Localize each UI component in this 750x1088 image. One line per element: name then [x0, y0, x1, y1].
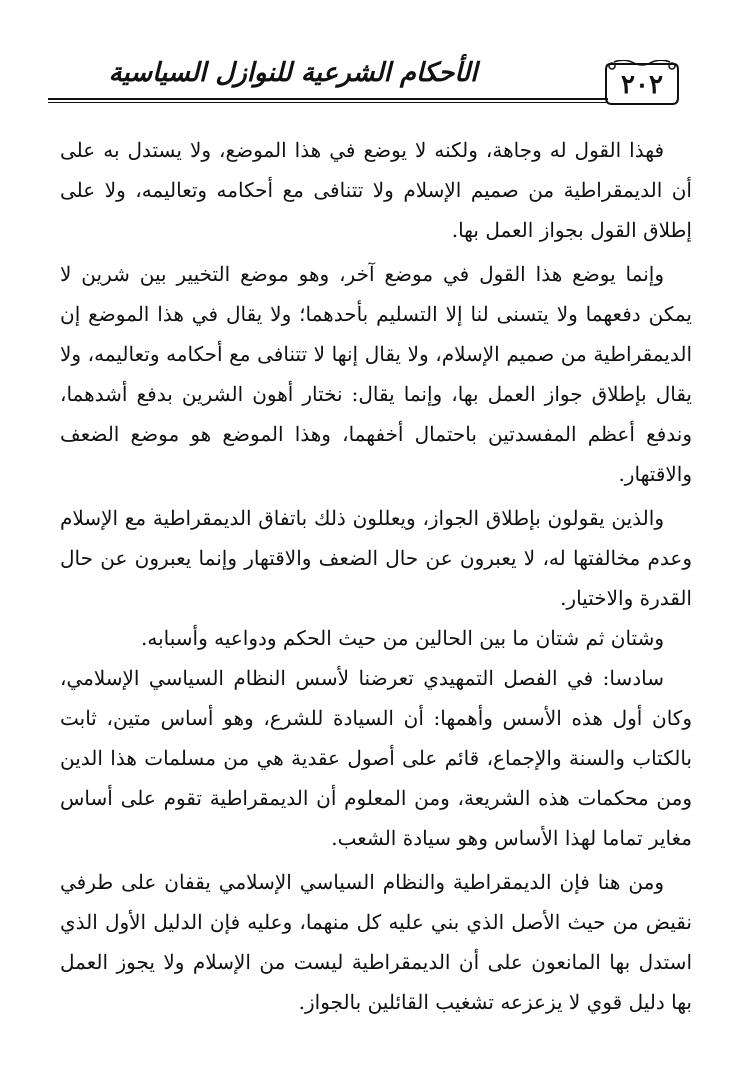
paragraph: وشتان ثم شتان ما بين الحالين من حيث الحكم ودواعيه وأسبابه. [140, 626, 664, 650]
header-rule [48, 98, 608, 100]
paragraph: سادسا: في الفصل التمهيدي تعرضنا لأسس النظام السياسي الإسلامي، وكان أول هذه الأسس وأهمها: أن السيادة للشرع، وهو أساس متين، ثابت بالكتاب والسنة والإجماع، قائم على أصول عقدية هي من مسلمات هذا الدين ومن محكمات هذه الشريعة، ومن المعلوم أن الديمقراطية تقوم على أساس مغاير تماما لهذا الأساس وهو سيادة الشعب. [60, 666, 692, 850]
page-number: ٢٠٢ [621, 70, 663, 100]
body-text [60, 130, 692, 1022]
page-header [48, 52, 680, 112]
page-number-frame [604, 60, 680, 108]
paragraph: فهذا القول له وجاهة، ولكنه لا يوضع في هذا الموضع، ولا يستدل به على أن الديمقراطية من صميم الإسلام ولا تتنافى مع أحكامه وتعاليمه، ولا على إطلاق القول بجواز العمل بها. [60, 138, 692, 242]
paragraph: ومن هنا فإن الديمقراطية والنظام السياسي الإسلامي يقفان على طرفي نقيض من حيث الأصل الذي بني عليه كل منهما، وعليه فإن الدليل الأول الذي استدل بها المانعون على أن الديمقراطية ليست من الإسلام ولا يجوز العمل بها دليل قوي لا يزعزعه تشغيب القائلين بالجواز. [60, 870, 692, 1014]
header-rule-thin [48, 102, 608, 103]
running-title: الأحكام الشرعية للنوازل السياسية [108, 58, 478, 88]
paragraph: وإنما يوضع هذا القول في موضع آخر، وهو موضع التخيير بين شرين لا يمكن دفعهما ولا يتسنى لنا إلا التسليم بأحدهما؛ ولا يقال في هذا الموضع إن الديمقراطية من صميم الإسلام، ولا يقال إنها لا تتنافى مع أحكامه وتعاليمه، ولا يقال بإطلاق جواز العمل بها، وإنما يقال: نختار أهون الشرين بدفع أشدهما، وندفع أعظم المفسدتين باحتمال أخفهما، وهذا الموضع هو موضع الضعف والاقتهار. [60, 262, 692, 486]
paragraph: والذين يقولون بإطلاق الجواز، ويعللون ذلك باتفاق الديمقراطية مع الإسلام وعدم مخالفتها له، لا يعبرون عن حال الضعف والاقتهار وإنما يعبرون عن حال القدرة والاختيار. [60, 506, 692, 610]
